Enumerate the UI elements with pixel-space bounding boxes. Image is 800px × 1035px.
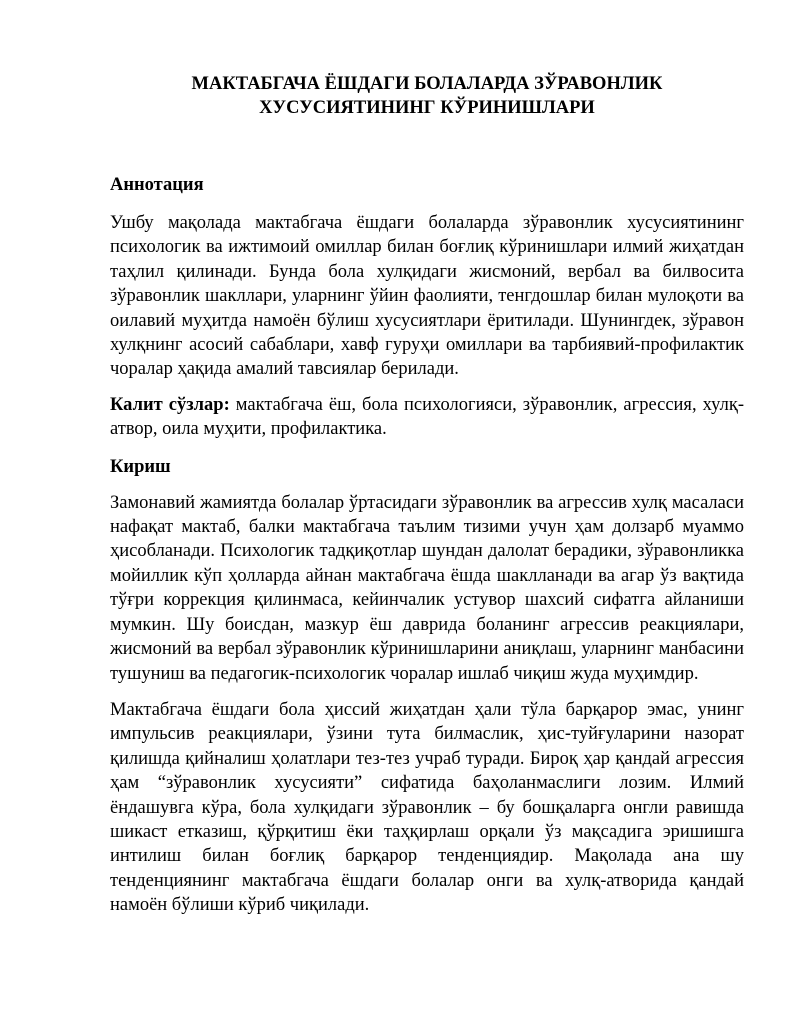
annotation-paragraph: Ушбу мақолада мактабгача ёшдаги болаларда зўравонлик хусусиятининг психологик ва ижтимоий омиллар билан боғлиқ кўринишлари илмий жиҳатдан таҳлил қилинади. Бунда бола хулқидаги жисмоний, вербал ва билвосита зўравонлик шакллари, уларнинг ўйин фаолияти, тенгдошлар билан мулоқоти ва оилавий муҳитда намоён бўлиш хусусиятлари ёритилади. Шунингдек, зўравон хулқнинг асосий сабаблари, хавф гуруҳи омиллари ва тарбиявий-профилактик чоралар ҳақида амалий тавсиялар берилади. [110, 213, 744, 380]
keywords-text: мактабгача ёш, бола психологияси, зўравонлик, агрессия, хулқ-атвор, оила муҳити, профилактика. [110, 394, 744, 440]
title-line-1: МАКТАБГАЧА ЁШДАГИ БОЛАЛАРДА ЗЎРАВОНЛИК [191, 74, 663, 94]
keywords-paragraph [110, 393, 744, 442]
keywords-label: Калит сўзлар: [110, 394, 230, 415]
title-line-2: ХУСУСИЯТИНИНГ КЎРИНИШЛАРИ [259, 98, 595, 118]
introduction-paragraph: Мактабгача ёшдаги бола ҳиссий жиҳатдан ҳали тўла барқарор эмас, унинг импульсив реакциялари, ўзини тута билмаслик, ҳис-туйғуларини назорат қилишда қийналиш ҳолатлари тез-тез учраб туради. Бироқ ҳар қандай агрессия ҳам “зўравонлик хусусияти” сифатида баҳоланмаслиги лозим. Илмий ёндашувга кўра, бола хулқидаги зўравонлик – бу бошқаларга онгли равишда шикаст етказиш, қўрқитиш ёки таҳқирлаш орқали ўз мақсадига эришишга интилиш билан боғлиқ барқарор тенденциядир. Мақолада ана шу тенденциянинг мактабгача ёшдаги болалар онги ва хулқ-атворида қандай намоён бўлиши кўриб чиқилади. [110, 699, 744, 916]
document-page [110, 72, 744, 918]
document-title [110, 72, 744, 120]
introduction-heading: Кириш [110, 456, 171, 477]
introduction-paragraph: Замонавий жамиятда болалар ўртасидаги зўравонлик ва агрессив хулқ масаласи нафақат мактаб, балки мактабгача таълим тизими учун ҳам долзарб муаммо ҳисобланади. Психологик тадқиқотлар шундан далолат берадики, зўравонликка мойиллик кўп ҳолларда айнан мактабгача ёшда шаклланади ва агар ўз вақтида тўғри коррекция қилинмаса, кейинчалик устувор шахсий сифатга айланиши мумкин. Шу боисдан, мазкур ёш даврида боланинг агрессив реакциялари, жисмоний ва вербал зўравонлик кўринишларини аниқлаш, уларнинг манбасини тушуниш ва педагогик-психологик чоралар ишлаб чиқиш жуда муҳимдир. [110, 492, 744, 684]
annotation-heading: Аннотация [110, 175, 204, 195]
